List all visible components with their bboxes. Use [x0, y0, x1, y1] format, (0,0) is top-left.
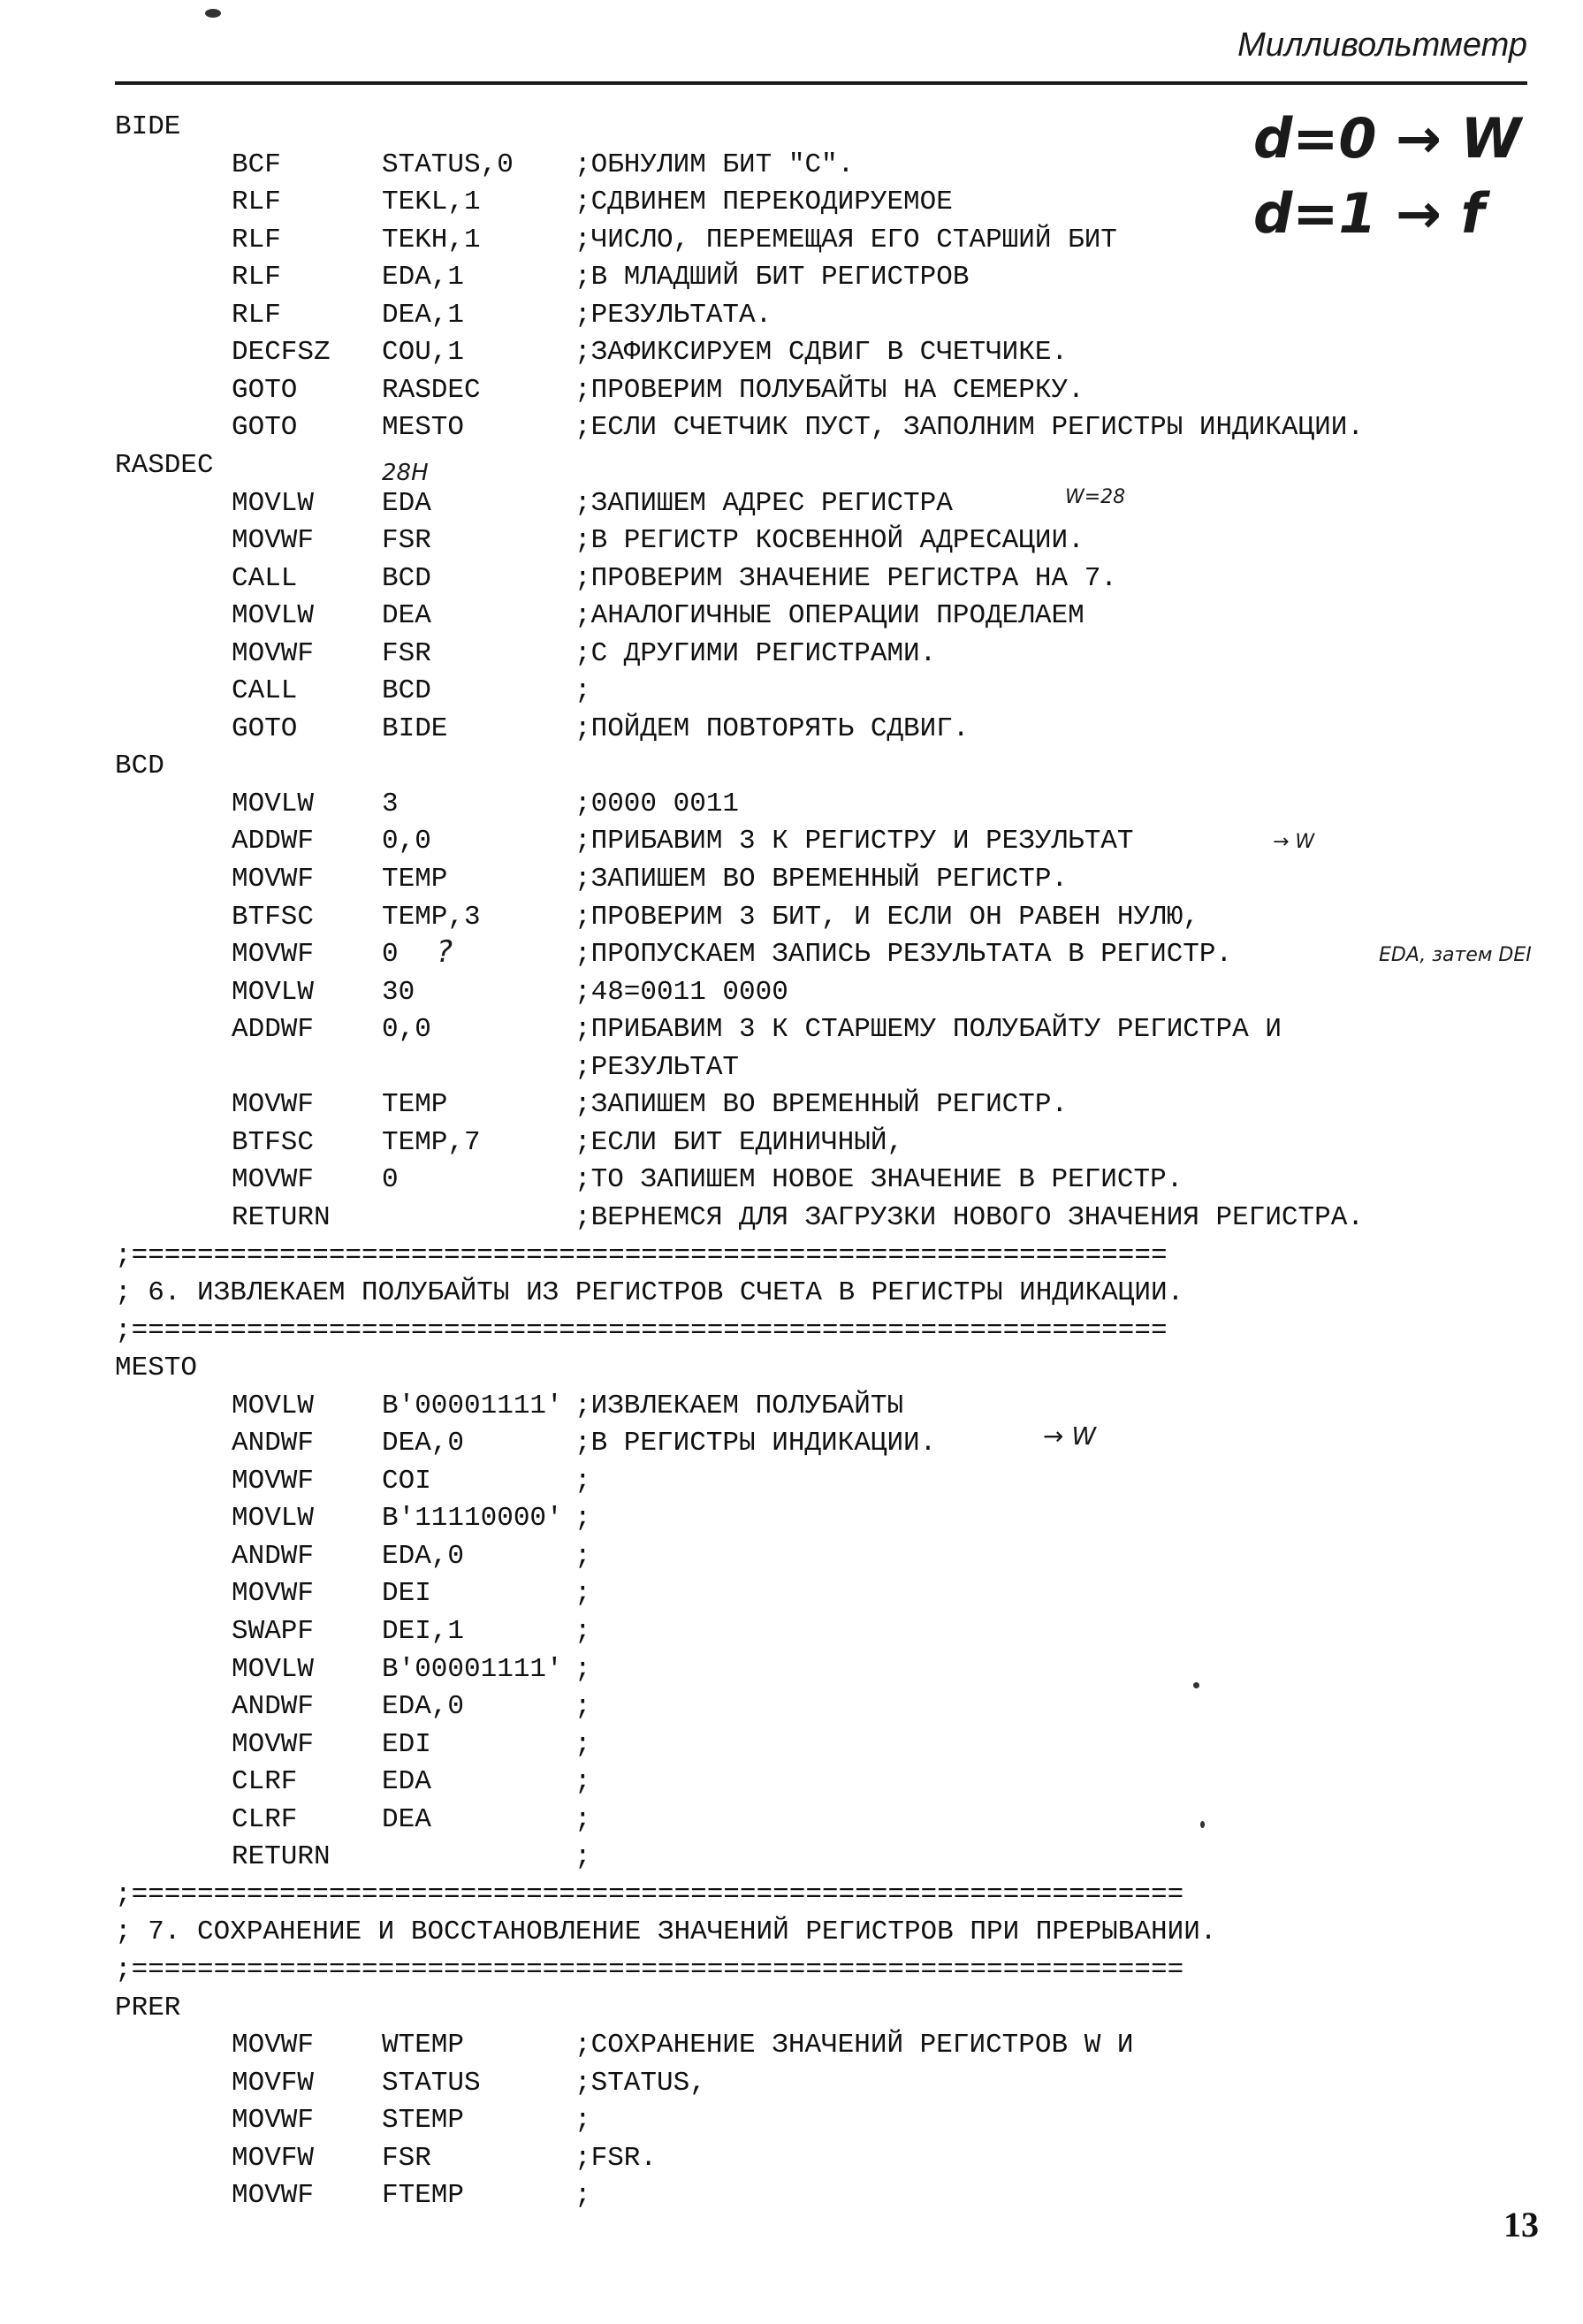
code-operand: B'00001111' — [382, 1390, 563, 1421]
handwritten-note-d1: d=1 → f — [1253, 181, 1485, 246]
code-operand: 30 — [382, 976, 415, 1008]
code-operand: BCD — [382, 562, 431, 594]
code-opcode: MOVWF — [232, 1578, 315, 1610]
code-operand: COU,1 — [382, 337, 465, 369]
scan-speck — [205, 9, 221, 18]
code-comment: ;АНАЛОГИЧНЫЕ ОПЕРАЦИИ ПРОДЕЛАЕМ — [575, 600, 1085, 632]
code-operand: 0 — [382, 1164, 399, 1196]
code-comment: ;СДВИНЕМ ПЕРЕКОДИРУЕМОЕ — [575, 187, 953, 218]
section-text: ; 6. ИЗВЛЕКАЕМ ПОЛУБАЙТЫ ИЗ РЕГИСТРОВ СЧЕТА В РЕГИСТРЫ ИНДИКАЦИИ. — [115, 1277, 1184, 1309]
section-text: ;================================================================ — [115, 1878, 1184, 1910]
code-operand: RASDEC — [382, 374, 481, 406]
code-operand: FTEMP — [382, 2180, 465, 2212]
code-opcode: CLRF — [232, 1766, 298, 1798]
code-operand: STATUS — [382, 2067, 481, 2099]
code-comment: ;ПРОВЕРИМ ЗНАЧЕНИЕ РЕГИСТРА НА 7. — [575, 562, 1117, 594]
code-opcode: MOVWF — [232, 637, 315, 669]
code-comment: ;ПРОВЕРИМ 3 БИТ, И ЕСЛИ ОН РАВЕН НУЛЮ, — [575, 901, 1199, 933]
code-opcode: CALL — [232, 675, 298, 707]
code-opcode: ANDWF — [232, 1540, 315, 1572]
code-opcode: MOVWF — [232, 525, 315, 557]
code-comment: ; — [575, 1503, 591, 1535]
code-operand: 0,0 — [382, 1014, 431, 1046]
code-operand: EDA,0 — [382, 1691, 465, 1723]
code-opcode: ANDWF — [232, 1428, 315, 1459]
code-comment: ; — [575, 1465, 591, 1497]
code-comment: ;ПОЙДЕМ ПОВТОРЯТЬ СДВИГ. — [575, 712, 970, 744]
code-opcode: GOTO — [232, 374, 298, 406]
code-operand: TEMP — [382, 864, 448, 895]
code-comment: ;ЧИСЛО, ПЕРЕМЕЩАЯ ЕГО СТАРШИЙ БИТ — [575, 224, 1117, 255]
code-operand: EDA,0 — [382, 1540, 465, 1572]
code-opcode: RETURN — [232, 1841, 331, 1873]
code-operand: EDA — [382, 487, 431, 519]
code-opcode: RLF — [232, 224, 281, 255]
code-opcode: CALL — [232, 562, 298, 594]
code-operand: DEA — [382, 1803, 431, 1835]
code-opcode: RLF — [232, 299, 281, 331]
code-comment: ; — [575, 1803, 591, 1835]
code-operand: FSR — [382, 637, 431, 669]
handwritten-note-question: ? — [437, 934, 453, 970]
code-comment: ;ЗАПИШЕМ ВО ВРЕМЕННЫЙ РЕГИСТР. — [575, 864, 1069, 895]
code-opcode: MOVWF — [232, 1728, 315, 1760]
code-opcode: MOVLW — [232, 487, 315, 519]
code-operand: STATUS,0 — [382, 149, 514, 180]
code-opcode: MOVLW — [232, 1653, 315, 1685]
code-opcode: BTFSC — [232, 901, 315, 933]
code-opcode: MOVWF — [232, 864, 315, 895]
code-label: BIDE — [115, 111, 181, 142]
code-operand: 0,0 — [382, 826, 431, 857]
code-comment: ; — [575, 1653, 591, 1685]
code-opcode: MOVWF — [232, 2030, 315, 2061]
code-comment: ;ВЕРНЕМСЯ ДЛЯ ЗАГРУЗКИ НОВОГО ЗНАЧЕНИЯ РЕГИСТРА. — [575, 1201, 1364, 1233]
code-operand: FSR — [382, 2142, 431, 2174]
code-opcode: MOVLW — [232, 976, 315, 1008]
code-opcode: GOTO — [232, 412, 298, 444]
handwritten-note-w28: W=28 — [1065, 486, 1126, 508]
handwritten-note-eda-dei: EDA, затем DEI — [1379, 944, 1532, 966]
code-comment: ;В РЕГИСТР КОСВЕННОЙ АДРЕСАЦИИ. — [575, 525, 1085, 557]
code-opcode: RETURN — [232, 1201, 331, 1233]
handwritten-note-28h: 28H — [382, 460, 429, 486]
code-comment: ;ЕСЛИ СЧЕТЧИК ПУСТ, ЗАПОЛНИМ РЕГИСТРЫ ИНДИКАЦИИ. — [575, 412, 1364, 444]
code-opcode: MOVWF — [232, 1089, 315, 1121]
code-comment: ;ЗАПИШЕМ АДРЕС РЕГИСТРА — [575, 487, 953, 519]
code-opcode: SWAPF — [232, 1616, 315, 1647]
code-comment: ;ЕСЛИ БИТ ЕДИНИЧНЫЙ, — [575, 1126, 904, 1158]
code-comment: ;ПРИБАВИМ 3 К РЕГИСТРУ И РЕЗУЛЬТАТ — [575, 826, 1134, 857]
code-comment: ; — [575, 2180, 591, 2212]
code-comment: ; — [575, 2105, 591, 2137]
code-comment: ;В МЛАДШИЙ БИТ РЕГИСТРОВ — [575, 262, 970, 293]
code-opcode: MOVWF — [232, 2180, 315, 2212]
code-operand: TEMP,7 — [382, 1126, 481, 1158]
code-opcode: MOVFW — [232, 2142, 315, 2174]
code-operand: TEKL,1 — [382, 187, 481, 218]
code-comment: ;СОХРАНЕНИЕ ЗНАЧЕНИЙ РЕГИСТРОВ W И — [575, 2030, 1134, 2061]
section-text: ;=============================================================== — [115, 1239, 1168, 1271]
code-comment: ; — [575, 1766, 591, 1798]
section-text: ;================================================================ — [115, 1954, 1184, 1985]
code-opcode: MOVLW — [232, 1390, 315, 1421]
code-operand: COI — [382, 1465, 431, 1497]
code-comment: ; — [575, 1616, 591, 1647]
code-comment: ;ПРИБАВИМ 3 К СТАРШЕМУ ПОЛУБАЙТУ РЕГИСТРА И — [575, 1014, 1282, 1046]
section-text: ; 7. СОХРАНЕНИЕ И ВОССТАНОВЛЕНИЕ ЗНАЧЕНИЙ РЕГИСТРОВ ПРИ ПРЕРЫВАНИИ. — [115, 1916, 1217, 1948]
code-comment: ;48=0011 0000 — [575, 976, 788, 1008]
page-running-title: Милливольтметр — [1237, 27, 1527, 64]
code-operand: DEA,0 — [382, 1428, 465, 1459]
code-opcode: GOTO — [232, 712, 298, 744]
code-operand: 3 — [382, 788, 399, 819]
code-opcode: MOVWF — [232, 2105, 315, 2137]
code-operand: B'11110000' — [382, 1503, 563, 1535]
code-operand: BIDE — [382, 712, 448, 744]
code-operand: MESTO — [382, 412, 465, 444]
code-opcode: RLF — [232, 187, 281, 218]
code-comment: ;ЗАПИШЕМ ВО ВРЕМЕННЫЙ РЕГИСТР. — [575, 1089, 1069, 1121]
code-comment: ;С ДРУГИМИ РЕГИСТРАМИ. — [575, 637, 937, 669]
code-opcode: BTFSC — [232, 1126, 315, 1158]
code-comment: ;ПРОПУСКАЕМ ЗАПИСЬ РЕЗУЛЬТАТА В РЕГИСТР. — [575, 939, 1233, 971]
code-operand: DEA — [382, 600, 431, 632]
code-opcode: ADDWF — [232, 826, 315, 857]
code-comment: ; — [575, 1691, 591, 1723]
code-comment: ;ИЗВЛЕКАЕМ ПОЛУБАЙТЫ — [575, 1390, 904, 1421]
code-operand: EDI — [382, 1728, 431, 1760]
code-opcode: MOVFW — [232, 2067, 315, 2099]
code-opcode: MOVWF — [232, 1164, 315, 1196]
page-number: 13 — [1503, 2205, 1539, 2244]
code-comment: ; — [575, 1578, 591, 1610]
scan-speck — [1200, 1821, 1205, 1828]
code-operand: STEMP — [382, 2105, 465, 2137]
code-operand: TEKH,1 — [382, 224, 481, 255]
code-opcode: MOVWF — [232, 939, 315, 971]
code-operand: EDA — [382, 1766, 431, 1798]
code-operand: DEI,1 — [382, 1616, 465, 1647]
code-opcode: MOVWF — [232, 1465, 315, 1497]
code-comment: ;FSR. — [575, 2142, 658, 2174]
code-opcode: DECFSZ — [232, 337, 331, 369]
code-opcode: MOVLW — [232, 1503, 315, 1535]
code-opcode: CLRF — [232, 1803, 298, 1835]
code-comment: ;РЕЗУЛЬТАТ — [575, 1051, 740, 1083]
code-comment: ; — [575, 1540, 591, 1572]
code-operand: 0 — [382, 939, 399, 971]
code-label: PRER — [115, 1992, 181, 2023]
code-label: BCD — [115, 751, 164, 782]
code-comment: ;ОБНУЛИМ БИТ "С". — [575, 149, 855, 180]
code-comment: ;В РЕГИСТРЫ ИНДИКАЦИИ. — [575, 1428, 937, 1459]
code-comment: ;ТО ЗАПИШЕМ НОВОЕ ЗНАЧЕНИЕ В РЕГИСТР. — [575, 1164, 1183, 1196]
code-operand: EDA,1 — [382, 262, 465, 293]
scan-speck — [1193, 1682, 1199, 1688]
code-operand: DEI — [382, 1578, 431, 1610]
code-operand: B'00001111' — [382, 1653, 563, 1685]
code-comment: ;ЗАФИКСИРУЕМ СДВИГ В СЧЕТЧИКЕ. — [575, 337, 1069, 369]
code-comment: ;РЕЗУЛЬТАТА. — [575, 299, 772, 331]
handwritten-note-to-w-2: → W — [1043, 1421, 1097, 1451]
code-opcode: MOVLW — [232, 600, 315, 632]
handwritten-note-d0: d=0 → W — [1253, 106, 1521, 171]
code-operand: FSR — [382, 525, 431, 557]
code-opcode: BCF — [232, 149, 281, 180]
code-label: MESTO — [115, 1352, 198, 1384]
code-comment: ; — [575, 1728, 591, 1760]
code-comment: ; — [575, 675, 591, 707]
code-comment: ;STATUS, — [575, 2067, 706, 2099]
code-opcode: ANDWF — [232, 1691, 315, 1723]
code-operand: BCD — [382, 675, 431, 707]
code-opcode: RLF — [232, 262, 281, 293]
code-opcode: ADDWF — [232, 1014, 315, 1046]
code-comment: ; — [575, 1841, 591, 1873]
code-opcode: MOVLW — [232, 788, 315, 819]
code-operand: DEA,1 — [382, 299, 465, 331]
code-operand: WTEMP — [382, 2030, 465, 2061]
code-operand: TEMP — [382, 1089, 448, 1121]
code-comment: ;ПРОВЕРИМ ПОЛУБАЙТЫ НА СЕМЕРКУ. — [575, 374, 1085, 406]
code-comment: ;0000 0011 — [575, 788, 740, 819]
code-operand: TEMP,3 — [382, 901, 481, 933]
handwritten-note-to-w: → W — [1273, 831, 1315, 853]
section-text: ;=============================================================== — [115, 1314, 1168, 1346]
code-label: RASDEC — [115, 449, 214, 481]
